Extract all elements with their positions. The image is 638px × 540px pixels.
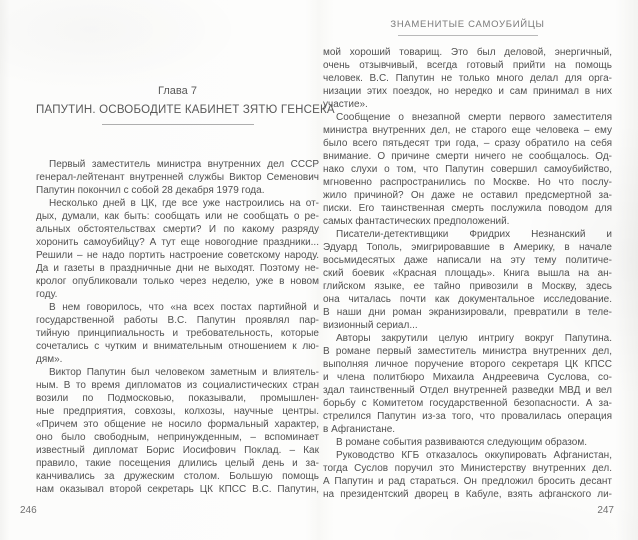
text-line: министра внутренних дел, не старого еще человека – ему (323, 125, 612, 136)
chapter-heading (36, 85, 335, 125)
text-line: дям». (36, 354, 63, 365)
text-line: Несколько дней в ЦК, где все уже настроились на от- (49, 198, 319, 209)
text-line: дых, думали, как быть: сообщать или не сообщать о ре- (36, 211, 319, 222)
paragraph (323, 436, 612, 449)
text-line: Руководство КГБ отказалось оккупировать Афганистан, (336, 450, 612, 461)
text-line: человек. В.С. Папутин не только много делал для орга- (323, 73, 612, 84)
chapter-title-rule (102, 124, 254, 125)
text-line: визионный сериал... (323, 320, 418, 331)
text-line: глийском языке, ее тайно привозили в Москву, здесь (323, 281, 612, 292)
text-line: Папутин покончил с собой 28 декабря 1979 года. (36, 185, 265, 196)
text-line: писки. Его таинственная смерть послужила поводом для (323, 203, 612, 214)
paragraph (323, 111, 612, 228)
text-line: в Афганистане. (323, 424, 396, 435)
chapter-label: Глава 7 (158, 85, 197, 97)
text-line: участие». (323, 99, 368, 110)
text-line: кролог опубликовали только через неделю, уже в новом (36, 276, 319, 287)
text-line: Писатели-детективщики Фридрих Незнанский и (336, 229, 612, 240)
text-line: «Причем это общение не носило формальный характер, (36, 419, 319, 430)
text-line: В романе первый заместитель министра внутренних дел, (323, 346, 612, 357)
left-page-body-text (36, 158, 319, 496)
page-number-right: 247 (597, 505, 614, 516)
text-line: ным. В то время дипломатов из социалистических стран (36, 380, 319, 391)
text-line: тогда Суслов поручил это Министерству внутренних дел. (323, 463, 612, 474)
text-line: известный дипломат Борис Иосифович Поклад. – Как (36, 445, 319, 456)
text-line: жило причиной? Он даже не оставил предсмертной за- (323, 190, 612, 201)
paragraph (323, 449, 612, 501)
paragraph (36, 197, 319, 301)
text-line: мгновенно распространились по Москве. Но что послу- (323, 177, 612, 188)
page-number-left: 246 (20, 505, 37, 516)
text-line: альных обстоятельствах смерти? И по какому разряду (36, 224, 319, 235)
paragraph (36, 301, 319, 366)
text-line: здал таинственный Отдел внутренней разведки МВД и вел (323, 385, 612, 396)
text-line: Да и газеты в праздничные дни не выходят. Поэтому не- (36, 263, 319, 274)
running-header (323, 19, 612, 36)
paragraph (323, 46, 612, 111)
text-line: Решили – не надо портить настроение советскому народу. (36, 250, 319, 261)
text-line: на президентский дворец в Кабуле, взять афганского ли- (323, 489, 612, 500)
text-line: очень отзывчивый, всегда готовый прийти на помощь (323, 60, 612, 71)
text-line: выполняя личное поручение второго секретаря ЦК КПСС (323, 359, 612, 370)
text-line: низации этих поездок, но нередко и сам принимал в них (323, 86, 612, 97)
right-page-body-text (323, 46, 612, 501)
text-line: правило, такие посещения длились целый день и за- (36, 458, 319, 469)
text-line: А Папутин и рад стараться. Он предложил бросить десант (323, 476, 612, 487)
paragraph (36, 158, 319, 197)
paragraph (323, 228, 612, 332)
running-header-rule (398, 35, 538, 36)
text-line: В наши дни роман экранизировали, превратили в теле- (323, 307, 612, 318)
text-line: Первый заместитель министра внутренних дел СССР (49, 159, 319, 170)
text-line: В нем говорилось, что «на всех постах партийной и (49, 302, 319, 313)
text-line: и члена политбюро Михаила Андреевича Суслова, со- (323, 372, 612, 383)
text-line: генерал-лейтенант внутренней службы Виктор Семенович (36, 172, 319, 183)
text-line: тийную принципиальность и требовательность, которые (36, 328, 319, 339)
text-line: государственной работы В.С. Папутин проявлял пар- (36, 315, 319, 326)
text-line: Авторы закрутили целую интригу вокруг Папутина. (336, 333, 612, 344)
text-line: самых фантастических предположений. (323, 216, 510, 227)
right-page (319, 0, 638, 540)
text-line: восьмидесятых даже написали на эту тему политиче- (323, 255, 612, 266)
paragraph (36, 366, 319, 496)
running-header-text: ЗНАМЕНИТЫЕ САМОУБИЙЦЫ (390, 19, 545, 30)
text-line: нако слухи о том, что Папутин совершил самоубийство, (323, 164, 612, 175)
text-line: нам оказывал второй секретарь ЦК КПСС В.С. Папутин, (36, 484, 319, 495)
text-line: внимание. О причине смерти ничего не сообщалось. Од- (323, 151, 612, 162)
text-line: году. (36, 289, 58, 300)
text-line: борьбу с Комитетом государственной безопасности. А за- (323, 398, 612, 409)
text-line: Виктор Папутин был человеком заметным и влиятель- (49, 367, 319, 378)
text-line: сочетались с чутким и внимательным отношением к лю- (36, 341, 319, 352)
text-line: стрелился Папутин из-за того, что провалилась операция (323, 411, 612, 422)
text-line: Эдуард Тополь, эмигрировавшие в Америку, в начале (323, 242, 612, 253)
text-line: ский боевик «Красная площадь». Книга вышла на ан- (323, 268, 612, 279)
text-line: оно было свободным, непринужденным, – вспоминает (36, 432, 319, 443)
text-line: она читалась почти как документальное исследование. (323, 294, 612, 305)
text-line: хоронить самоубийцу? А тут еще новогодние праздники... (36, 237, 319, 248)
chapter-title: ПАПУТИН. ОСВОБОДИТЕ КАБИНЕТ ЗЯТЮ ГЕНСЕКА (36, 104, 335, 116)
text-line: Сообщение о внезапной смерти первого заместителя (336, 112, 612, 123)
paragraph (323, 332, 612, 436)
text-line: возили по Подмосковью, показывали, промышлен- (36, 393, 319, 404)
text-line: ные предприятия, совхозы, колхозы, научные центры. (36, 406, 319, 417)
text-line: было всего пятьдесят три года, – сразу обратило на себя (323, 138, 612, 149)
text-line: канчивались за дружеским столом. Большую помощь (36, 471, 319, 482)
text-line: В романе события развиваются следующим образом. (336, 437, 587, 448)
text-line: мой хороший товарищ. Это был деловой, энергичный, (323, 47, 612, 58)
